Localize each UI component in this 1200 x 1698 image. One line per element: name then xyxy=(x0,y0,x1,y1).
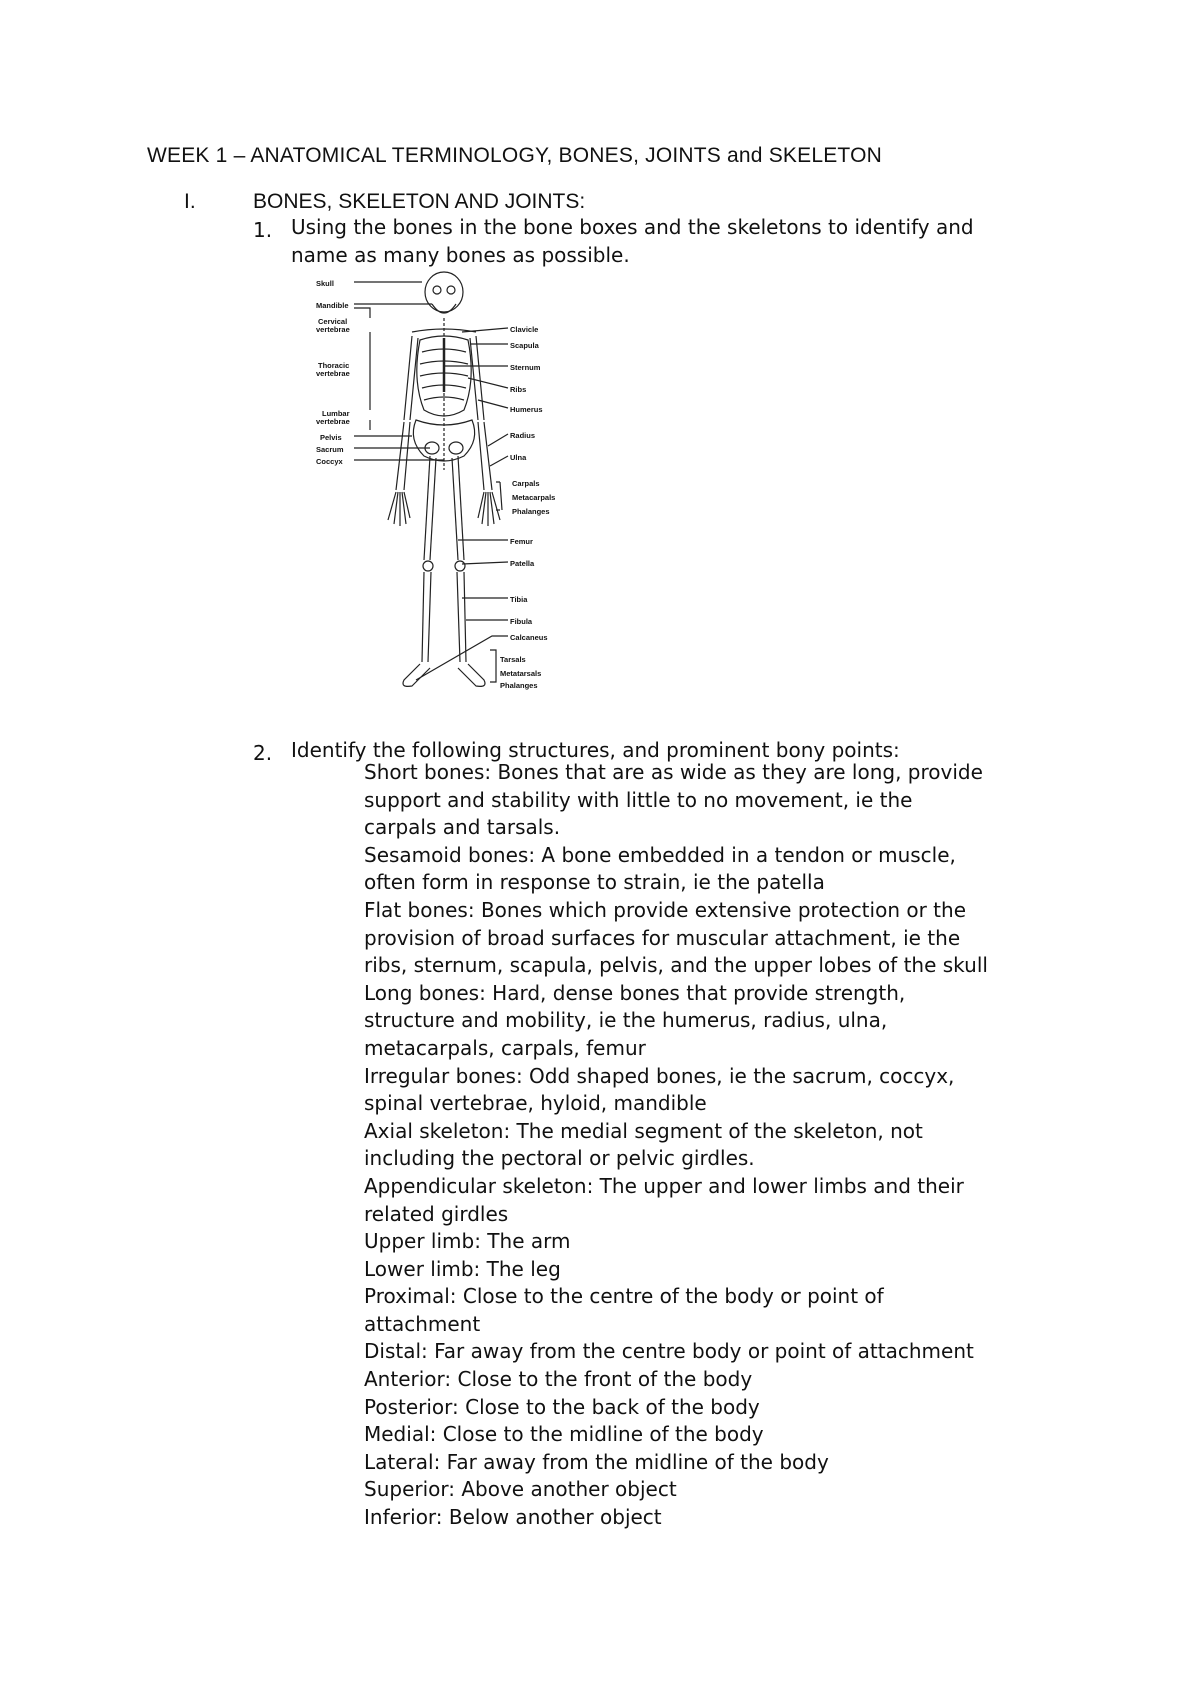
item-1-number: 1. xyxy=(253,218,273,242)
label-fibula: Fibula xyxy=(510,617,533,626)
item-1-line: name as many bones as possible. xyxy=(291,243,630,267)
label-metacarpals: Metacarpals xyxy=(512,493,556,502)
label-sacrum: Sacrum xyxy=(316,445,344,454)
definition-line: Proximal: Close to the centre of the body or point of xyxy=(364,1284,884,1309)
label-phalanges-hand: Phalanges xyxy=(512,507,550,516)
definition-line: Sesamoid bones: A bone embedded in a tendon or muscle, xyxy=(364,842,956,867)
definition-line: structure and mobility, ie the humerus, radius, ulna, xyxy=(364,1008,888,1033)
item-2-number: 2. xyxy=(253,741,273,765)
label-lumbar: Lumbar xyxy=(322,409,350,418)
label-metatarsals: Metatarsals xyxy=(500,669,542,678)
label-thoracic-vertebrae: vertebrae xyxy=(316,369,350,378)
label-femur: Femur xyxy=(510,537,533,546)
definition-line: Inferior: Below another object xyxy=(364,1505,662,1530)
label-clavicle: Clavicle xyxy=(510,325,539,334)
label-ulna: Ulna xyxy=(510,453,527,462)
definition-line: Long bones: Hard, dense bones that provide strength, xyxy=(364,980,906,1005)
definition-line: ribs, sternum, scapula, pelvis, and the upper lobes of the skull xyxy=(364,953,988,978)
label-pelvis: Pelvis xyxy=(320,433,342,442)
definition-line: carpals and tarsals. xyxy=(364,815,561,840)
definition-line: Lower limb: The leg xyxy=(364,1256,561,1281)
label-ribs: Ribs xyxy=(510,385,527,394)
label-tibia: Tibia xyxy=(510,595,528,604)
skeleton-diagram xyxy=(312,270,612,728)
definition-line: metacarpals, carpals, femur xyxy=(364,1035,646,1060)
label-radius: Radius xyxy=(510,431,536,440)
definition-line: Distal: Far away from the centre body or point of attachment xyxy=(364,1339,974,1364)
definition-line: Short bones: Bones that are as wide as they are long, provide xyxy=(364,760,983,784)
label-phalanges-foot: Phalanges xyxy=(500,681,538,690)
label-tarsals: Tarsals xyxy=(500,655,526,664)
definition-line: Anterior: Close to the front of the body xyxy=(364,1367,753,1392)
definition-line: spinal vertebrae, hyloid, mandible xyxy=(364,1091,707,1116)
label-carpals: Carpals xyxy=(512,479,540,488)
label-patella: Patella xyxy=(510,559,535,568)
label-scapula: Scapula xyxy=(510,341,539,350)
definition-line: related girdles xyxy=(364,1201,509,1226)
label-lumbar-vertebrae: vertebrae xyxy=(316,417,350,426)
definition-line: often form in response to strain, ie the patella xyxy=(364,870,825,895)
label-cervical-vertebrae: vertebrae xyxy=(316,325,350,334)
definition-line: Posterior: Close to the back of the body xyxy=(364,1394,760,1419)
label-calcaneus: Calcaneus xyxy=(510,633,548,642)
document-title: WEEK 1 – ANATOMICAL TERMINOLOGY, BONES, JOINTS and SKELETON xyxy=(147,144,882,167)
definition-line: Axial skeleton: The medial segment of the skeleton, not xyxy=(364,1118,923,1143)
item-2-intro: Identify the following structures, and prominent bony points: xyxy=(291,738,900,762)
section-title: BONES, SKELETON AND JOINTS: xyxy=(253,190,586,213)
item-1-line: Using the bones in the bone boxes and the skeletons to identify and xyxy=(291,215,974,239)
definition-line: attachment xyxy=(364,1311,481,1336)
definition-line: support and stability with little to no movement, ie the xyxy=(364,787,913,812)
definition-line: Flat bones: Bones which provide extensive protection or the xyxy=(364,897,966,922)
label-thoracic: Thoracic xyxy=(318,361,350,370)
label-mandible: Mandible xyxy=(316,301,349,310)
definitions-list xyxy=(364,759,1064,1532)
label-skull: Skull xyxy=(316,279,334,288)
definition-line: Irregular bones: Odd shaped bones, ie the sacrum, coccyx, xyxy=(364,1063,955,1088)
definition-line: including the pectoral or pelvic girdles. xyxy=(364,1146,755,1171)
definition-line: provision of broad surfaces for muscular attachment, ie the xyxy=(364,925,961,950)
definition-line: Appendicular skeleton: The upper and lower limbs and their xyxy=(364,1173,964,1198)
definition-line: Superior: Above another object xyxy=(364,1477,677,1502)
section-number: I. xyxy=(184,190,196,213)
label-sternum: Sternum xyxy=(510,363,541,372)
label-cervical: Cervical xyxy=(318,317,348,326)
definition-line: Medial: Close to the midline of the body xyxy=(364,1422,764,1447)
definition-line: Upper limb: The arm xyxy=(364,1229,571,1254)
label-humerus: Humerus xyxy=(510,405,543,414)
label-coccyx: Coccyx xyxy=(316,457,343,466)
definition-line: Lateral: Far away from the midline of the body xyxy=(364,1449,829,1474)
